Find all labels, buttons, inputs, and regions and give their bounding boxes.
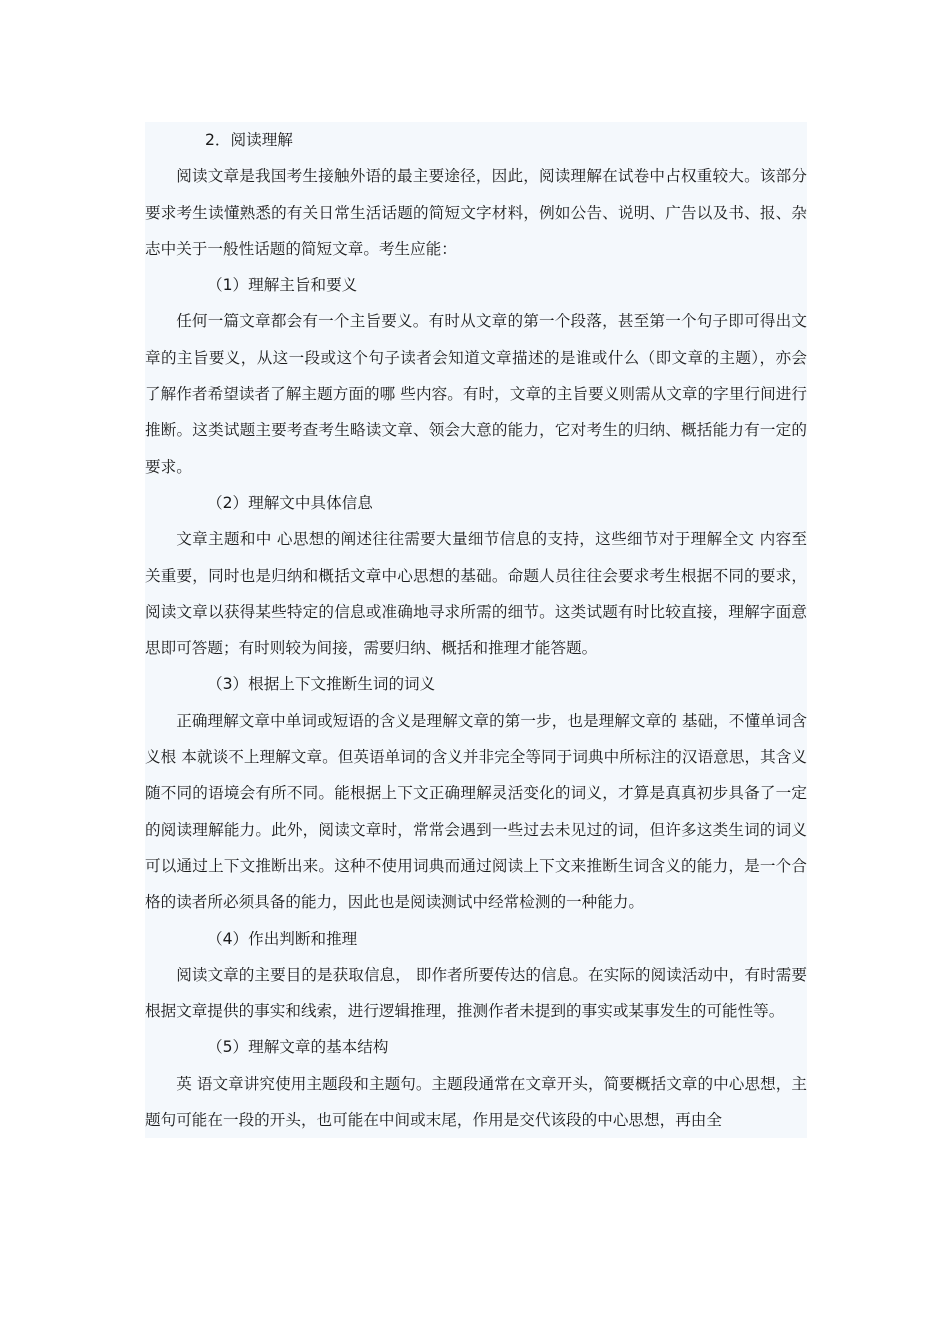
item-3-paragraph: 正确理解文章中单词或短语的含义是理解文章的第一步，也是理解文章的 基础，不懂单词含义根 本就谈不上理解文章。但英语单词的含义并非完全等同于词典中所标注的汉语意思，其含义随不同的语境会有所不同。能根据上下文正确理解灵活变化的词义，才算是真真初步具备了一定的阅读理解能力。此外，阅读文章时，常常会遇到一些过去未见过的词，但许多这类生词的词义可以通过上下文推断出来。这种不使用词典而通过阅读上下文来推断生词含义的能力，是一个合格的读者所必须具备的能力，因此也是阅读测试中经常检测的一种能力。 [145,711,807,912]
item-1-paragraph: 任何一篇文章都会有一个主旨要义。有时从文章的第一个段落，甚至第一个句子即可得出文章的主旨要义，从这一段或这个句子读者会知道文章描述的是谁或什么（即文章的主题），亦会了解作者希望读者了解主题方面的哪 些内容。有时，文章的主旨要义则需从文章的字里行间进行推断。这类试题主要考查考生略读文章、领会大意的能力，它对考生的归纳、概括能力有一定的要求。 [145,312,807,476]
item-1-heading: （1）理解主旨和要义 [207,276,358,295]
item-5-heading: （5）理解文章的基本结构 [207,1038,389,1057]
intro-paragraph: 阅读文章是我国考生接触外语的最主要途径，因此，阅读理解在试卷中占权重较大。该部分要求考生读懂熟悉的有关日常生活话题的简短文字材料，例如公告、说明、广告以及书、报、杂志中关于一般性话题的简短文章。考生应能： [145,167,807,258]
item-2-paragraph: 文章主题和中 心思想的阐述往往需要大量细节信息的支持，这些细节对于理解全文 内容至关重要，同时也是归纳和概括文章中心思想的基础。命题人员往往会要求考生根据不同的要求，阅读文章以获得某些特定的信息或准确地寻求所需的细节。这类试题有时比较直接，理解字面意思即可答题；有时则较为间接，需要归纳、概括和推理才能答题。 [145,530,807,658]
item-3-heading: （3）根据上下文推断生词的词义 [207,675,436,694]
item-5-paragraph: 英 语文章讲究使用主题段和主题句。主题段通常在文章开头，简要概括文章的中心思想，主题句可能在一段的开头，也可能在中间或末尾，作用是交代该段的中心思想，再由全 [145,1074,807,1130]
section-title: 2．阅读理解 [205,131,293,149]
item-4-heading: （4）作出判断和推理 [207,929,358,948]
item-4-paragraph: 阅读文章的主要目的是获取信息， 即作者所要传达的信息。在实际的阅读活动中，有时需要根据文章提供的事实和线索，进行逻辑推理，推测作者未提到的事实或某事发生的可能性等。 [145,965,807,1021]
item-2-heading: （2）理解文中具体信息 [207,493,373,512]
document-body [145,122,807,1138]
